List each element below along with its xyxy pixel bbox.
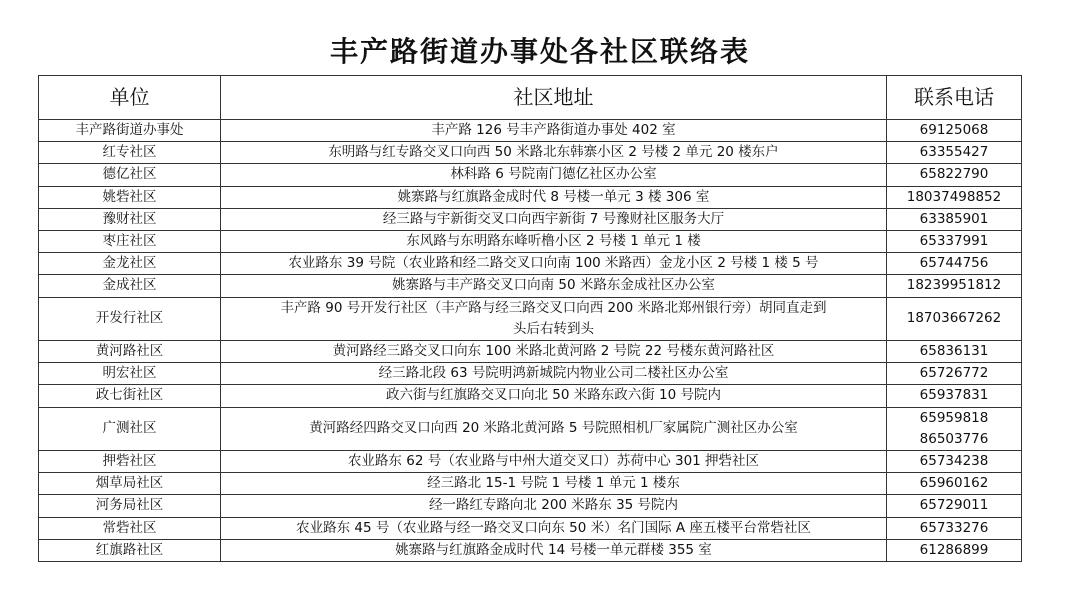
table-row	[39, 164, 1022, 186]
address-cell: 农业路东 62 号（农业路与中州大道交叉口）苏荷中心 301 押砦社区	[221, 451, 887, 473]
table-row	[39, 208, 1022, 230]
header-phone: 联系电话	[887, 76, 1022, 120]
table-row	[39, 231, 1022, 253]
table-row	[39, 473, 1022, 495]
address-cell: 农业路东 39 号院（农业路和经二路交叉口向南 100 米路西）金龙小区 2 号楼 1 楼 5 号	[221, 253, 887, 275]
address-cell	[221, 297, 887, 340]
table-row	[39, 385, 1022, 407]
phone-cell: 18239951812	[887, 275, 1022, 297]
unit-cell: 丰产路街道办事处	[39, 120, 221, 142]
address-cell: 黄河路经四路交叉口向西 20 米路北黄河路 5 号院照相机厂家属院广测社区办公室	[221, 407, 887, 450]
address-cell: 政六街与红旗路交叉口向北 50 米路东政六街 10 号院内	[221, 385, 887, 407]
unit-cell: 红专社区	[39, 142, 221, 164]
unit-cell: 枣庄社区	[39, 231, 221, 253]
phone-cell: 63385901	[887, 208, 1022, 230]
phone-cell: 65937831	[887, 385, 1022, 407]
phone-cell: 18703667262	[887, 297, 1022, 340]
unit-cell: 豫财社区	[39, 208, 221, 230]
phone-cell: 65726772	[887, 363, 1022, 385]
unit-cell: 开发行社区	[39, 297, 221, 340]
header-unit: 单位	[39, 76, 221, 120]
phone-cell: 65734238	[887, 451, 1022, 473]
address-line: 丰产路 90 号开发行社区（丰产路与经三路交叉口向西 200 米路北郑州银行旁）胡同直走到	[280, 299, 827, 316]
phone-cell: 65836131	[887, 341, 1022, 363]
unit-cell: 河务局社区	[39, 495, 221, 517]
phone-cell: 69125068	[887, 120, 1022, 142]
phone-cell: 63355427	[887, 142, 1022, 164]
address-line: 头后右转到头	[513, 320, 594, 337]
phone-cell: 61286899	[887, 539, 1022, 561]
unit-cell: 姚砦社区	[39, 186, 221, 208]
table-row	[39, 407, 1022, 450]
table-row	[39, 451, 1022, 473]
address-cell: 经一路红专路向北 200 米路东 35 号院内	[221, 495, 887, 517]
header-address: 社区地址	[221, 76, 887, 120]
table-row	[39, 517, 1022, 539]
table-row	[39, 297, 1022, 340]
phone-cell: 65822790	[887, 164, 1022, 186]
table-row	[39, 363, 1022, 385]
table-row	[39, 341, 1022, 363]
table-header-row	[39, 76, 1022, 120]
table-row	[39, 275, 1022, 297]
address-cell: 林科路 6 号院南门德亿社区办公室	[221, 164, 887, 186]
address-cell: 丰产路 126 号丰产路街道办事处 402 室	[221, 120, 887, 142]
table-row	[39, 120, 1022, 142]
address-cell: 农业路东 45 号（农业路与经一路交叉口向东 50 米）名门国际 A 座五楼平台常砦社区	[221, 517, 887, 539]
unit-cell: 黄河路社区	[39, 341, 221, 363]
phone-cell	[887, 407, 1022, 450]
table-row	[39, 186, 1022, 208]
phone-cell: 65744756	[887, 253, 1022, 275]
table-row	[39, 142, 1022, 164]
unit-cell: 德亿社区	[39, 164, 221, 186]
unit-cell: 政七街社区	[39, 385, 221, 407]
phone-line: 65959818	[919, 409, 989, 426]
unit-cell: 金成社区	[39, 275, 221, 297]
unit-cell: 明宏社区	[39, 363, 221, 385]
address-cell: 东明路与红专路交叉口向西 50 米路北东韩寨小区 2 号楼 2 单元 20 楼东户	[221, 142, 887, 164]
address-cell: 姚寨路与红旗路金成时代 14 号楼一单元群楼 355 室	[221, 539, 887, 561]
phone-cell: 65337991	[887, 231, 1022, 253]
unit-cell: 红旗路社区	[39, 539, 221, 561]
address-cell: 黄河路经三路交叉口向东 100 米路北黄河路 2 号院 22 号楼东黄河路社区	[221, 341, 887, 363]
address-cell: 经三路与宇新街交叉口向西宇新街 7 号豫财社区服务大厅	[221, 208, 887, 230]
address-cell: 姚寨路与丰产路交叉口向南 50 米路东金成社区办公室	[221, 275, 887, 297]
unit-cell: 常砦社区	[39, 517, 221, 539]
table-row	[39, 539, 1022, 561]
table-row	[39, 495, 1022, 517]
phone-cell: 65729011	[887, 495, 1022, 517]
phone-cell: 65733276	[887, 517, 1022, 539]
unit-cell: 押砦社区	[39, 451, 221, 473]
phone-cell: 18037498852	[887, 186, 1022, 208]
table-row	[39, 253, 1022, 275]
address-cell: 经三路北 15-1 号院 1 号楼 1 单元 1 楼东	[221, 473, 887, 495]
address-cell: 经三路北段 63 号院明鸿新城院内物业公司二楼社区办公室	[221, 363, 887, 385]
unit-cell: 广测社区	[39, 407, 221, 450]
phone-line: 86503776	[919, 430, 989, 447]
address-cell: 东风路与东明路东峰听橹小区 2 号楼 1 单元 1 楼	[221, 231, 887, 253]
address-cell: 姚寨路与红旗路金成时代 8 号楼一单元 3 楼 306 室	[221, 186, 887, 208]
page-title: 丰产路街道办事处各社区联络表	[329, 35, 750, 68]
phone-cell: 65960162	[887, 473, 1022, 495]
community-contact-table	[38, 75, 1022, 562]
unit-cell: 金龙社区	[39, 253, 221, 275]
unit-cell: 烟草局社区	[39, 473, 221, 495]
